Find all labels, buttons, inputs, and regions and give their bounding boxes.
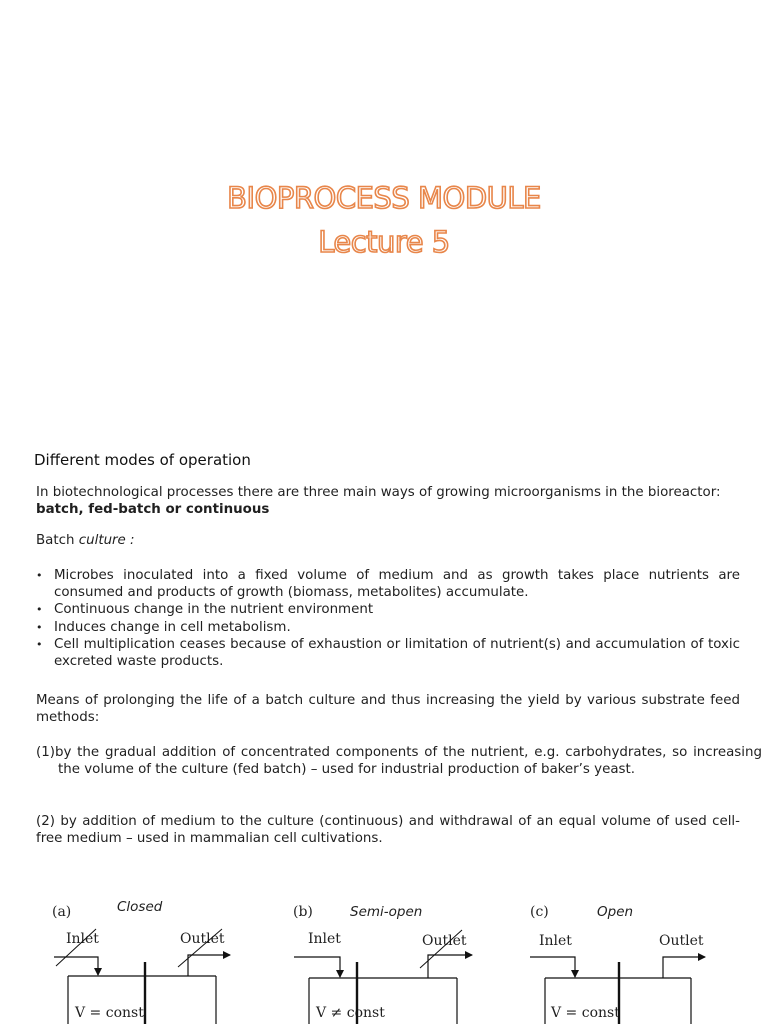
diagram-a-outlet-arrow	[188, 955, 230, 976]
title-module: BIOPROCESS MODULE	[227, 181, 541, 215]
diagram-b-inlet-arrow	[294, 957, 340, 977]
intro-paragraph	[36, 484, 740, 518]
diagram-a-title: Closed	[117, 899, 163, 915]
diagram-c-vessel	[545, 962, 691, 1024]
bullet-item: • Cell multiplication ceases because of exhaustion or limitation of nutrient(s) and accumulation of toxic excreted waste products.	[36, 636, 740, 670]
diagram-a-inlet-arrow	[54, 957, 98, 975]
intro-modes: batch, fed-batch or continuous	[36, 502, 270, 518]
diagram-a-letter: (a)	[52, 904, 72, 920]
diagram-a-vessel	[68, 962, 216, 1024]
method-2-paragraph: (2) by addition of medium to the culture (continuous) and withdrawal of an equal volume of used cell-free medium – used in mammalian cell cultivations.	[36, 814, 740, 847]
diagram-a-outlet-strike	[178, 929, 222, 967]
batch-bullet-list	[36, 567, 740, 670]
batch-culture-label	[36, 532, 740, 549]
method-1-paragraph: (1)by the gradual addition of concentrated components of the nutrient, e.g. carbohydrates, so increasing the volume of the culture (fed batch) – used for industrial production of baker’s yeast.	[36, 745, 762, 778]
title-lecture: Lecture 5	[318, 225, 450, 259]
bullet-item: • Induces change in cell metabolism.	[36, 619, 740, 636]
means-paragraph: Means of prolonging the life of a batch culture and thus increasing the yield by various substrate feed methods:	[36, 693, 740, 726]
bullet-item: • Continuous change in the nutrient environment	[36, 601, 740, 618]
section-heading: Different modes of operation	[34, 451, 251, 469]
diagram-a-inlet: Inlet	[66, 931, 99, 947]
diagram-c-letter: (c)	[530, 904, 549, 920]
diagram-b-volume: V ≠ const	[316, 1005, 385, 1021]
diagram-b-letter: (b)	[293, 904, 313, 920]
diagram-c-inlet-arrow	[530, 957, 575, 977]
title-block	[0, 176, 768, 264]
diagram-a-inlet-strike	[56, 929, 96, 966]
diagram-c-title: Open	[597, 904, 634, 920]
diagram-b-outlet-strike	[420, 930, 462, 968]
batch-word: Batch	[36, 533, 79, 548]
reactor-diagrams	[0, 880, 768, 1024]
diagram-a-volume: V = const	[75, 1005, 144, 1021]
diagram-b-outlet-arrow	[428, 955, 472, 978]
diagram-b-title: Semi-open	[350, 904, 423, 920]
diagram-b-outlet: Outlet	[422, 933, 467, 949]
diagram-b-vessel	[309, 962, 457, 1024]
diagram-c-outlet: Outlet	[659, 933, 704, 949]
intro-text: In biotechnological processes there are three main ways of growing microorganisms in the bioreactor:	[36, 485, 721, 500]
diagram-c-inlet: Inlet	[539, 933, 572, 949]
diagram-c-outlet-arrow	[663, 957, 705, 978]
diagram-c-volume: V = const	[551, 1005, 620, 1021]
bullet-item: • Microbes inoculated into a fixed volume of medium and as growth takes place nutrients are consumed and products of growth (biomass, metabolites) accumulate.	[36, 567, 740, 601]
diagram-b-inlet: Inlet	[308, 931, 341, 947]
diagram-a-outlet: Outlet	[180, 931, 225, 947]
culture-word: culture :	[78, 533, 135, 548]
